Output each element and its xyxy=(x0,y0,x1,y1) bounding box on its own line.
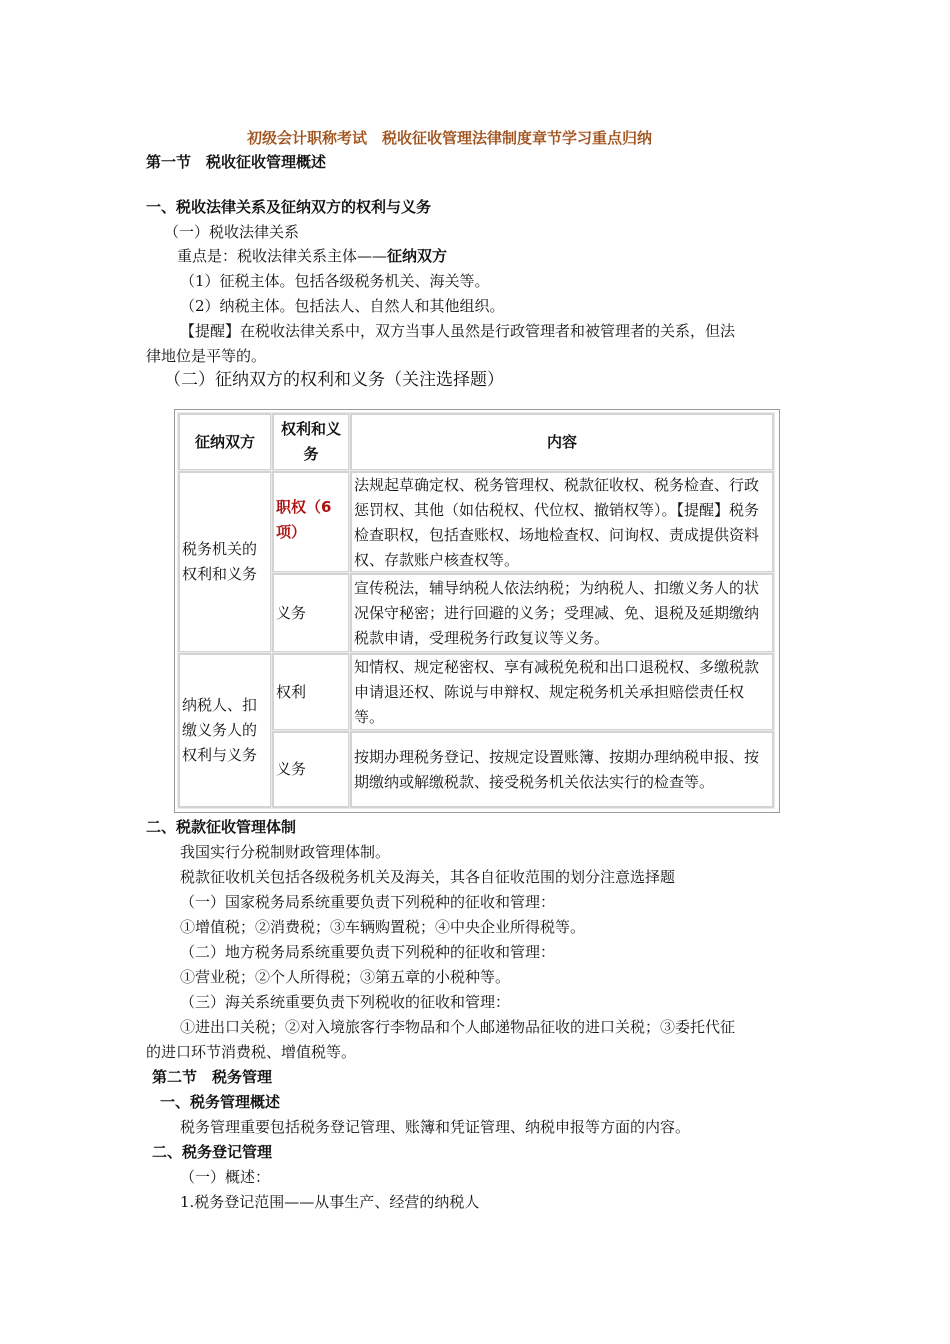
customs-items-line-2: 的进口环节消费税、增值税等。 xyxy=(146,1043,357,1061)
item-1: （1）征税主体。包括各级税务机关、海关等。 xyxy=(180,272,490,290)
header-party-label: 征纳双方 xyxy=(194,432,255,451)
group1-row1-content: 法规起草确定权、税务管理权、税款征收权、税务检查、行政惩罚权、其他（如估税权、代位权、撤销权等）。【提醒】税务检查职权，包括查账权、场地检查权、问询权、责成提供资料权、存款账户核查权等。 xyxy=(354,476,760,569)
rights-obligations-table xyxy=(174,409,780,813)
key-point-prefix: 重点是：税收法律关系主体—— xyxy=(177,247,388,265)
customs-items-line-1: ①进出口关税；②对入境旅客行李物品和个人邮递物品征收的进口关税；③委托代征 xyxy=(180,1018,736,1036)
group1-name-cell xyxy=(178,471,272,653)
header-type-label: 权利和义务 xyxy=(280,420,341,463)
group1-row1-type: 职权（6项） xyxy=(276,498,332,541)
group1-row2-content: 宣传税法，辅导纳税人依法纳税；为纳税人、扣缴义务人的状况保守秘密；进行回避的义务；受理减、免、退税及延期缴纳税款申请，受理税务行政复议等义务。 xyxy=(354,578,760,647)
sub2-heading: （二）征纳双方的权利和义务（关注选择题） xyxy=(164,370,504,390)
group1-row1-content-cell xyxy=(350,471,774,573)
item-2: （2）纳税主体。包括法人、自然人和其他组织。 xyxy=(180,297,505,315)
group2-row2-type-cell xyxy=(272,731,350,808)
sub1-heading: （一）税收法律关系 xyxy=(164,223,300,241)
local-tax-items: ①营业税；②个人所得税；③第五章的小税种等。 xyxy=(180,968,511,986)
group2-row2-content-cell xyxy=(350,731,774,808)
section2-heading: 第二节 税务管理 xyxy=(152,1068,273,1086)
group2-name: 纳税人、扣缴义务人的权利与义务 xyxy=(182,696,258,764)
section2-part2-item: 1.税务登记范围——从事生产、经营的纳税人 xyxy=(180,1193,480,1211)
part2-line-1: 我国实行分税制财政管理体制。 xyxy=(180,843,391,861)
group1-row2-content-cell xyxy=(350,573,774,653)
group1-row2-type-cell xyxy=(272,573,350,653)
header-party xyxy=(178,413,272,471)
group2-row1-type-cell xyxy=(272,653,350,731)
group1-name: 税务机关的权利和义务 xyxy=(182,540,258,583)
national-tax-heading: （一）国家税务局系统重要负责下列税种的征收和管理： xyxy=(180,893,556,911)
header-type xyxy=(272,413,350,471)
part1-heading: 一、税收法律关系及征纳双方的权利与义务 xyxy=(146,198,432,216)
header-content-label: 内容 xyxy=(546,432,577,451)
document-title: 初级会计职称考试 税收征收管理法律制度章节学习重点归纳 xyxy=(247,129,653,147)
group2-row2-type: 义务 xyxy=(276,760,307,778)
group1-row2-type: 义务 xyxy=(276,603,307,622)
local-tax-heading: （二）地方税务局系统重要负责下列税种的征收和管理： xyxy=(180,943,556,961)
group1-row1-type-cell xyxy=(272,471,350,573)
key-point xyxy=(177,246,447,266)
group2-name-cell xyxy=(178,653,272,808)
group2-row2-content: 按期办理税务登记、按规定设置账簿、按期办理纳税申报、按期缴纳或解缴税款、接受税务机关依法实行的检查等。 xyxy=(354,747,760,791)
national-tax-items: ①增值税；②消费税；③车辆购置税；④中央企业所得税等。 xyxy=(180,918,586,936)
reminder-line-1: 【提醒】在税收法律关系中，双方当事人虽然是行政管理者和被管理者的关系，但法 xyxy=(180,322,736,340)
key-point-bold: 征纳双方 xyxy=(387,247,448,265)
section2-part2-heading: 二、税务登记管理 xyxy=(152,1143,273,1161)
part2-line-2: 税款征收机关包括各级税务机关及海关，其各自征收范围的划分注意选择题 xyxy=(180,868,676,886)
header-content xyxy=(350,413,774,471)
group2-row1-content-cell xyxy=(350,653,774,731)
section1-heading: 第一节 税收征收管理概述 xyxy=(146,153,327,171)
part2-heading: 二、税款征收管理体制 xyxy=(146,818,297,836)
section2-part1-heading: 一、税务管理概述 xyxy=(160,1093,281,1111)
section2-part1-text: 税务管理重要包括税务登记管理、账簿和凭证管理、纳税申报等方面的内容。 xyxy=(180,1118,691,1136)
group2-row1-type: 权利 xyxy=(276,682,307,701)
customs-heading: （三）海关系统重要负责下列税收的征收和管理： xyxy=(180,993,511,1011)
group2-row1-content: 知情权、规定秘密权、享有减税免税和出口退税权、多缴税款申请退还权、陈说与申辩权、规定税务机关承担赔偿责任权等。 xyxy=(354,657,760,726)
section2-part2-sub: （一）概述： xyxy=(180,1168,271,1186)
reminder-line-2: 律地位是平等的。 xyxy=(146,347,267,365)
